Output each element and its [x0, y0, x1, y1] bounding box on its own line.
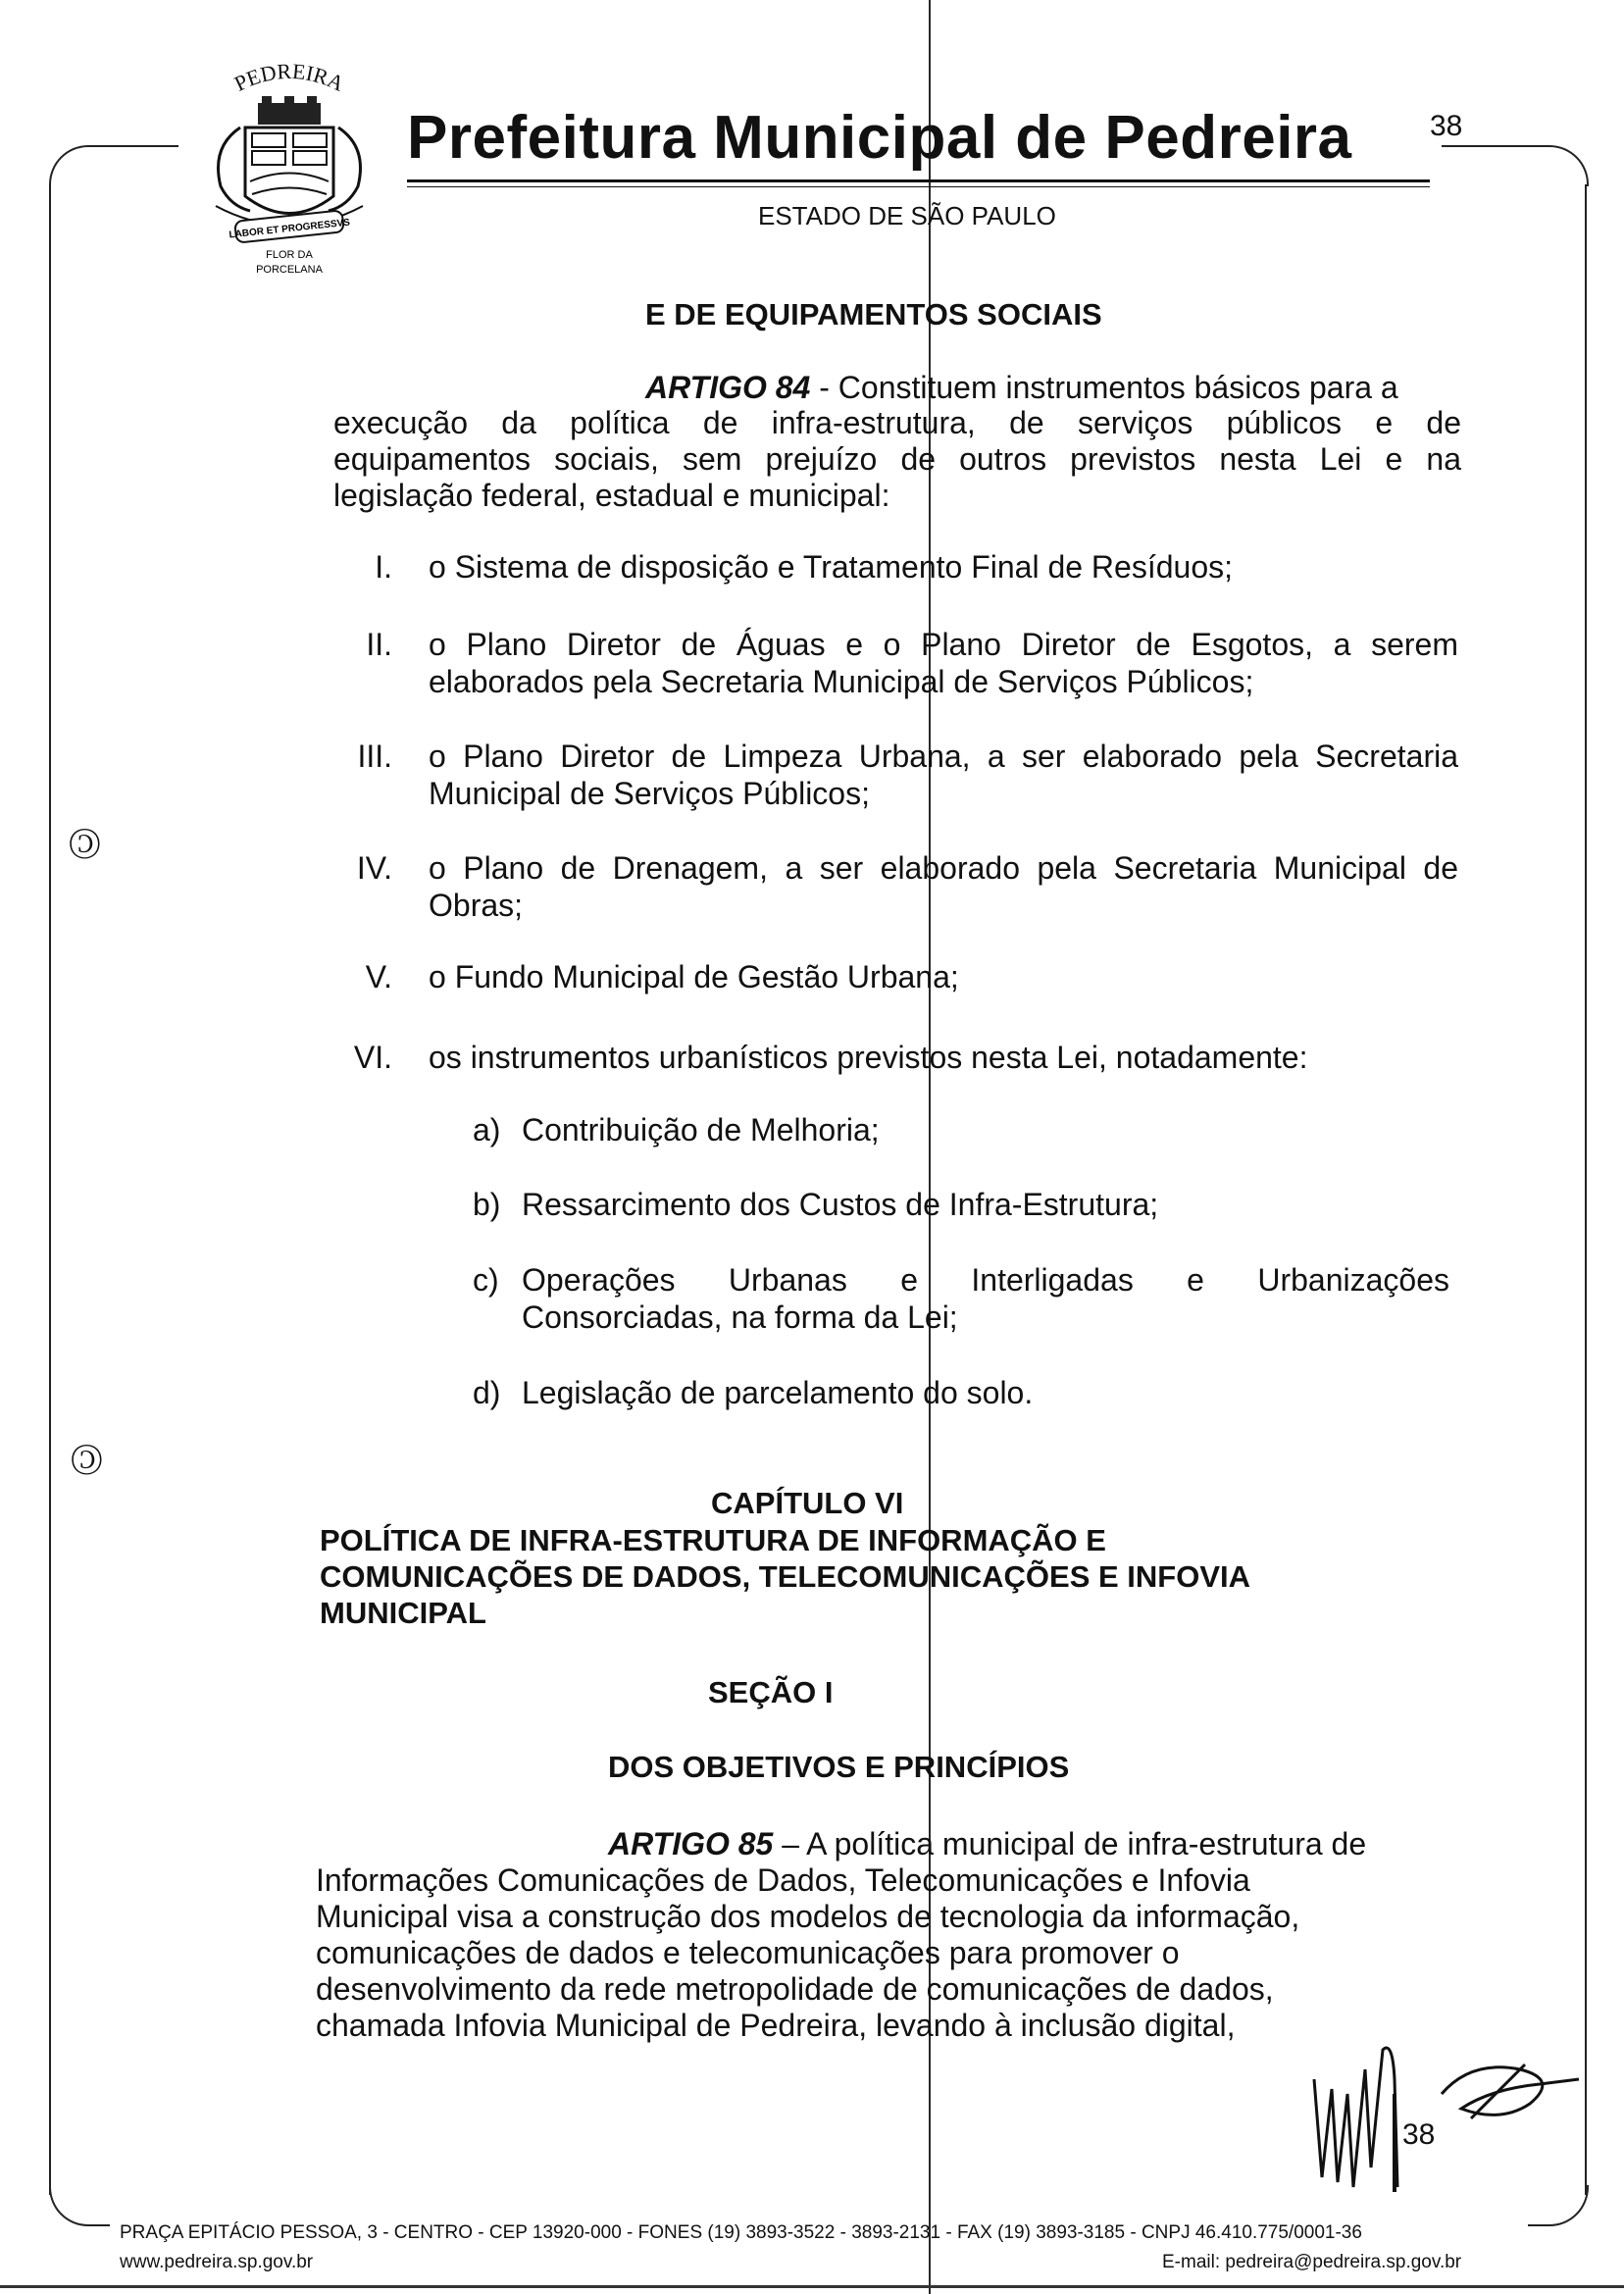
list-item-number: IV. — [356, 850, 392, 886]
svg-text:FLOR DA: FLOR DA — [266, 249, 313, 261]
page-frame-right — [1585, 184, 1587, 2195]
handwritten-margin-mark: 🄯 — [71, 1440, 103, 1483]
list-item-continuation: Obras; — [429, 888, 524, 923]
scan-artifact-bottom-line — [0, 2285, 1624, 2288]
sub-item: Operações Urbanas e Interligadas e Urbanizações — [522, 1262, 1449, 1298]
section-label: SEÇÃO I — [708, 1675, 834, 1709]
artigo-85-line-5: desenvolvimento da rede metropolidade de comunicações de dados, — [316, 1971, 1274, 2007]
chapter-title-line-3: MUNICIPAL — [320, 1596, 486, 1630]
svg-text:PORCELANA: PORCELANA — [256, 264, 323, 276]
artigo-85-line-2: Informações Comunicações de Dados, Telecomunicações e Infovia — [316, 1862, 1250, 1898]
footer-website: www.pedreira.sp.gov.br — [120, 2252, 314, 2272]
sub-item-letter: d) — [473, 1375, 501, 1410]
list-item-number: VI. — [353, 1040, 392, 1075]
list-item-continuation: Municipal de Serviços Públicos; — [429, 776, 870, 811]
page-frame-left — [49, 184, 51, 2195]
list-item: o Plano de Drenagem, a ser elaborado pela Secretaria Municipal de — [429, 850, 1458, 886]
sub-item-letter: b) — [473, 1187, 501, 1222]
page-title: Prefeitura Municipal de Pedreira — [407, 104, 1352, 172]
page-number-superscript: 38 — [1430, 110, 1463, 142]
artigo-84-line-2: execução da política de infra-estrutura, de serviços públicos e de — [333, 405, 1461, 440]
list-item-number: I. — [375, 549, 392, 585]
sub-item: Ressarcimento dos Custos de Infra-Estrutura; — [522, 1187, 1159, 1222]
list-item: o Plano Diretor de Águas e o Plano Diretor de Esgotos, a serem — [429, 627, 1458, 662]
page-number: 38 — [1402, 2118, 1436, 2151]
page-subtitle: ESTADO DE SÃO PAULO — [758, 201, 1056, 230]
sub-item: Legislação de parcelamento do solo. — [522, 1375, 1034, 1410]
list-item: os instrumentos urbanísticos previstos nesta Lei, notadamente: — [429, 1040, 1308, 1075]
sub-item: Contribuição de Melhoria; — [522, 1112, 880, 1147]
section-title: E DE EQUIPAMENTOS SOCIAIS — [645, 297, 1102, 331]
sub-item-letter: c) — [473, 1262, 499, 1298]
artigo-84-line-1: ARTIGO 84 - Constituem instrumentos básicos para a — [645, 370, 1398, 405]
artigo-84-line-3: equipamentos sociais, sem prejuízo de outros previstos nesta Lei e na — [333, 441, 1461, 477]
artigo-85-label: ARTIGO 85 — [608, 1826, 774, 1861]
chapter-title-line-2: COMUNICAÇÕES DE DADOS, TELECOMUNICAÇÕES E INFOVIA — [320, 1559, 1250, 1594]
municipal-crest-logo — [191, 49, 387, 280]
svg-text:PEDREIRA: PEDREIRA — [229, 58, 348, 96]
footer-address: PRAÇA EPITÁCIO PESSOA, 3 - CENTRO - CEP 13920-000 - FONES (19) 3893-3522 - 3893-2131 - FAX (19) 3893-3185 - CNPJ 46.410.775/0001-36 — [120, 2222, 1362, 2243]
signature-rubric — [1432, 2050, 1589, 2138]
title-underline — [407, 179, 1430, 182]
handwritten-margin-mark: 🄯 — [69, 824, 101, 867]
chapter-title-line-1: POLÍTICA DE INFRA-ESTRUTURA DE INFORMAÇÃO E — [320, 1523, 1106, 1557]
list-item: o Fundo Municipal de Gestão Urbana; — [429, 959, 959, 994]
list-item-number: III. — [357, 739, 392, 774]
page-frame-corner — [49, 2185, 110, 2226]
list-item-number: II. — [366, 627, 392, 662]
footer-email: E-mail: pedreira@pedreira.sp.gov.br — [1162, 2252, 1462, 2272]
artigo-85-line-3: Municipal visa a construção dos modelos de tecnologia da informação, — [316, 1899, 1300, 1934]
list-item-number: V. — [365, 959, 392, 994]
sub-item-continuation: Consorciadas, na forma da Lei; — [522, 1300, 958, 1335]
artigo-85-line-4: comunicações de dados e telecomunicações para promover o — [316, 1935, 1180, 1970]
list-item-continuation: elaborados pela Secretaria Municipal de Serviços Públicos; — [429, 664, 1254, 699]
artigo-85-line-1: ARTIGO 85 – A política municipal de infra-estrutura de — [608, 1826, 1367, 1861]
page-frame-corner — [1442, 145, 1589, 186]
artigo-84-label: ARTIGO 84 — [645, 370, 811, 405]
artigo-85-line-6: chamada Infovia Municipal de Pedreira, levando à inclusão digital, — [316, 2008, 1236, 2043]
page-frame-corner — [49, 145, 178, 186]
list-item: o Plano Diretor de Limpeza Urbana, a ser elaborado pela Secretaria — [429, 739, 1458, 774]
list-item: o Sistema de disposição e Tratamento Final de Resíduos; — [429, 549, 1233, 585]
title-underline — [407, 186, 1430, 187]
page-frame-corner — [1528, 2185, 1589, 2226]
chapter-label: CAPÍTULO VI — [711, 1486, 904, 1520]
section-subtitle: DOS OBJETIVOS E PRINCÍPIOS — [608, 1750, 1070, 1784]
artigo-84-line-4: legislação federal, estadual e municipal: — [333, 478, 890, 513]
sub-item-letter: a) — [473, 1112, 501, 1147]
page-number-bracket — [1393, 2094, 1396, 2192]
svg-text:LABOR ET PROGRESSVS: LABOR ET PROGRESSVS — [228, 217, 351, 241]
